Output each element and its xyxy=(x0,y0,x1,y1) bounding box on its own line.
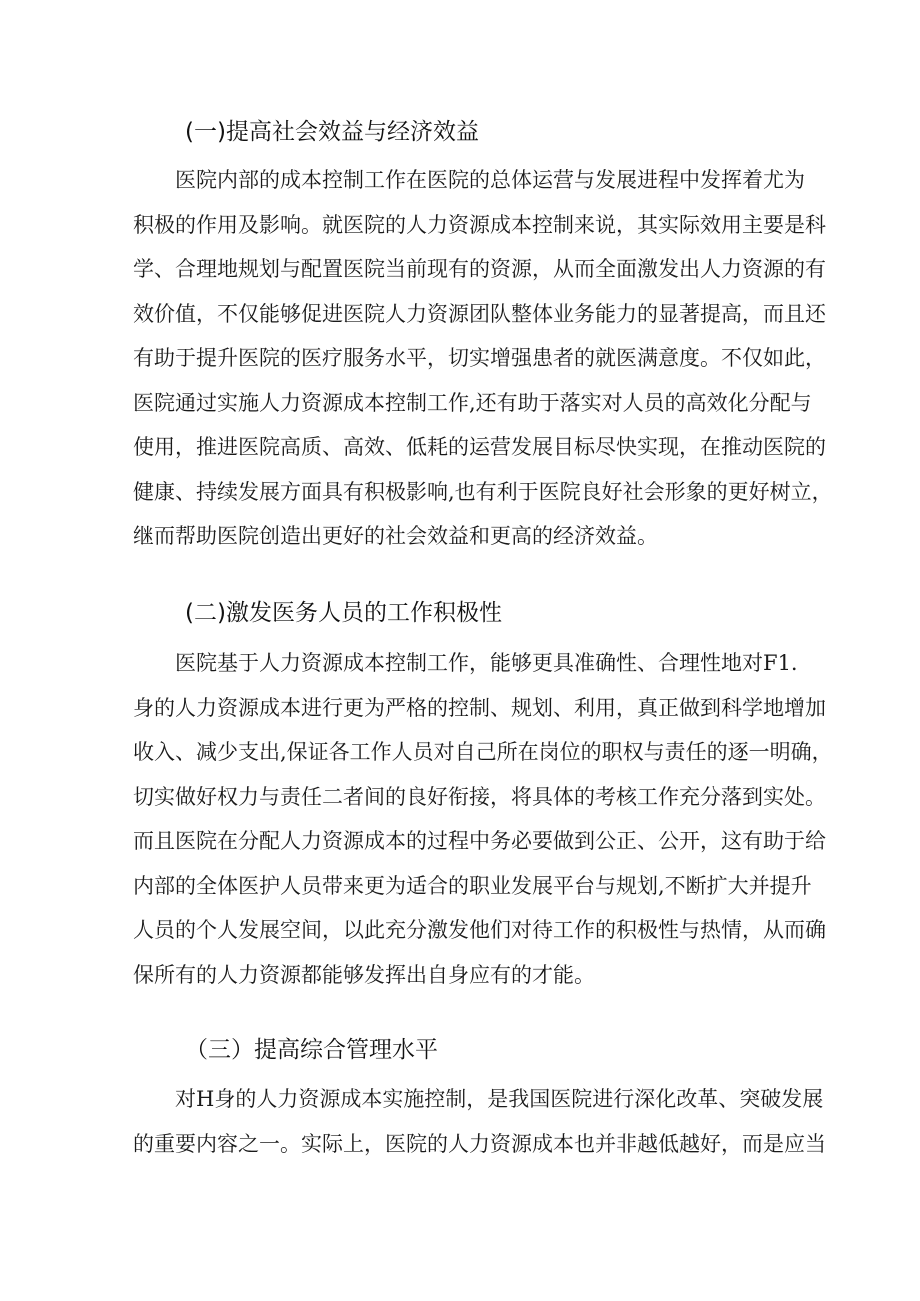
paragraph-line: 的重要内容之一。实际上，医院的人力资源成本也并非越低越好，而是应当 xyxy=(133,1131,826,1156)
section-heading-1: (一)提高社会效益与经济效益 xyxy=(185,119,479,145)
paragraph-line: 效价值，不仅能够促进医院人力资源团队整体业务能力的显著提高，而且还 xyxy=(133,301,826,326)
section-1-paragraph xyxy=(133,158,833,559)
paragraph-line: 积极的作用及影响。就医院的人力资源成本控制来说，其实际效用主要是科 xyxy=(133,212,826,237)
paragraph-line: 继而帮助医院创造出更好的社会效益和更高的经济效益。 xyxy=(133,524,658,548)
section-3-paragraph xyxy=(133,1077,826,1166)
paragraph-line: 对H身的人力资源成本实施控制，是我国医院进行深化改革、突破发展 xyxy=(175,1087,824,1111)
section-heading-3: （三）提高综合管理水平 xyxy=(185,1037,438,1063)
paragraph-line: 收入、减少支出,保证各工作人员对自己所在岗位的职权与责任的逐一明确， xyxy=(133,740,833,764)
paragraph-line: 保所有的人力资源都能够发挥出自身应有的才能。 xyxy=(133,962,595,987)
section-2-paragraph xyxy=(133,641,833,997)
paragraph-line: 人员的个人发展空间，以此充分激发他们对待工作的积极性与热情，从而确 xyxy=(133,918,826,942)
paragraph-line: 有助于提升医院的医疗服务水平，切实增强患者的就医满意度。不仅如此， xyxy=(133,346,826,370)
paragraph-line: 使用，推进医院高质、高效、低耗的运营发展目标尽快实现，在推动医院的 xyxy=(133,435,826,459)
paragraph-line: 而且医院在分配人力资源成本的过程中务必要做到公正、公开，这有助于给 xyxy=(133,829,826,853)
paragraph-line: 医院基于人力资源成本控制工作，能够更具准确性、合理性地对F1. xyxy=(175,651,798,675)
paragraph-line: 内部的全体医护人员带来更为适合的职业发展平台与规划,不断扩大并提升 xyxy=(133,873,812,898)
paragraph-line: 学、合理地规划与配置医院当前现有的资源，从而全面激发出人力资源的有 xyxy=(133,257,826,281)
paragraph-line: 医院内部的成本控制工作在医院的总体运营与发展进程中发挥着尤为 xyxy=(175,168,805,192)
section-heading-2: (二)激发医务人员的工作积极性 xyxy=(185,600,502,626)
paragraph-line: 身的人力资源成本进行更为严格的控制、规划、利用，真正做到科学地增加 xyxy=(133,695,826,720)
paragraph-line: 医院通过实施人力资源成本控制工作,还有助于落实对人员的高效化分配与 xyxy=(133,390,812,415)
paragraph-line: 切实做好权力与责任二者间的良好衔接，将具体的考核工作充分落到实处。 xyxy=(133,784,826,809)
paragraph-line: 健康、持续发展方面具有积极影响,也有利于医院良好社会形象的更好树立， xyxy=(133,479,833,504)
